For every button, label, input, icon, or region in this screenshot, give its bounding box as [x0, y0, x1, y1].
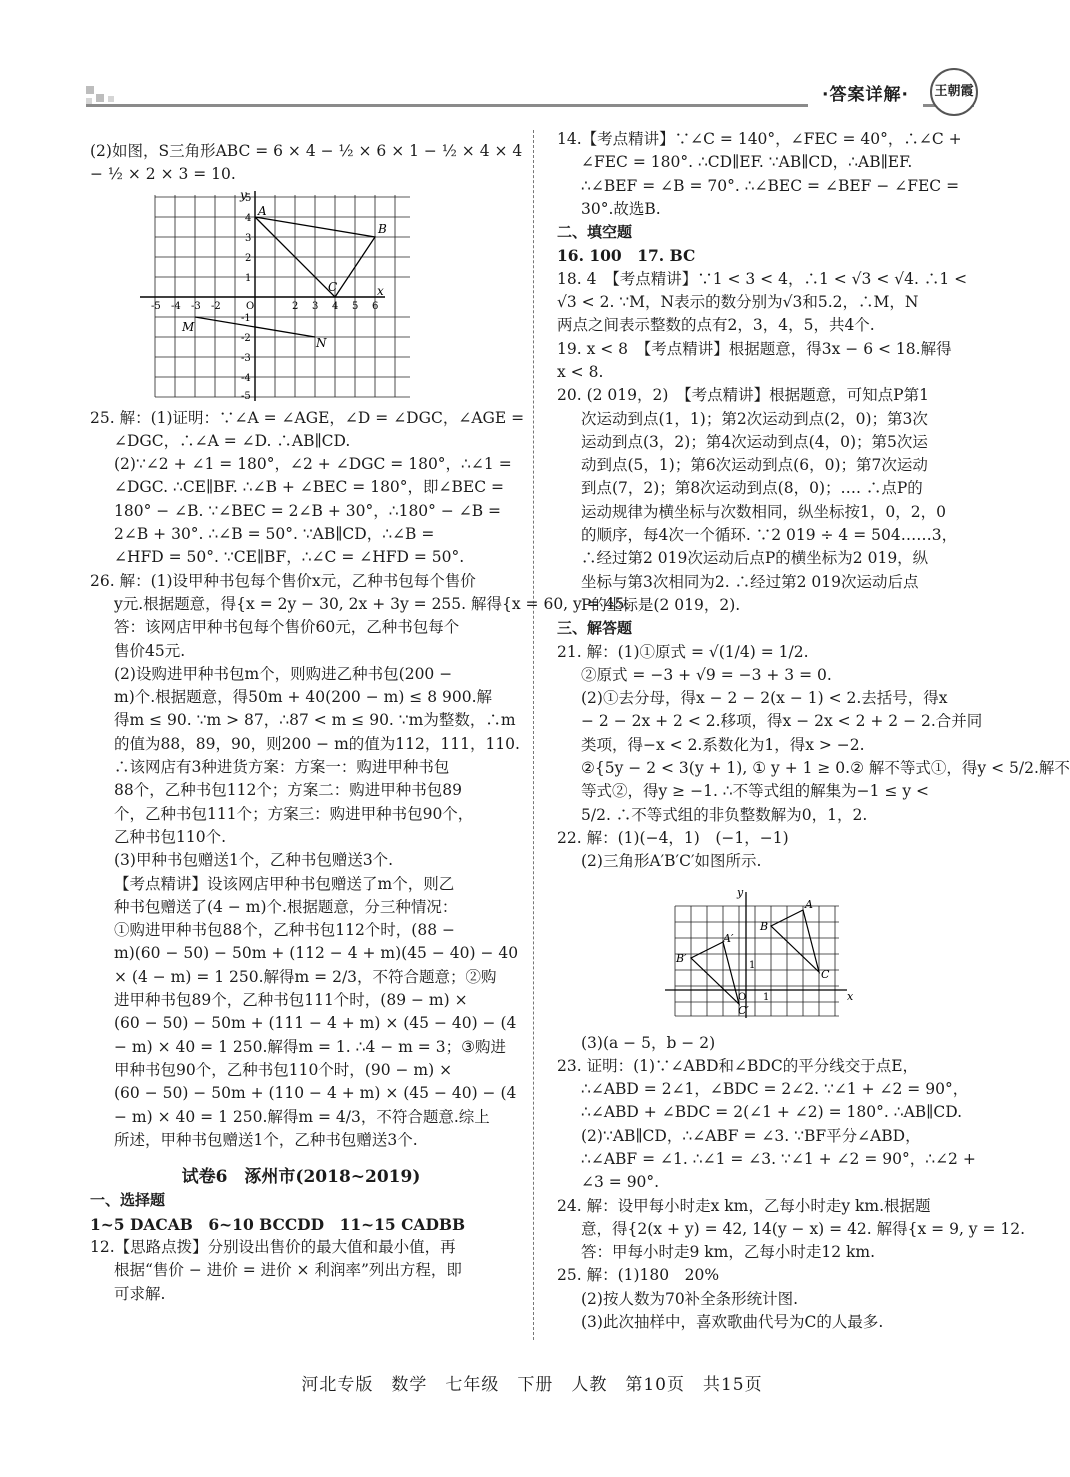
text-line: 可求解.: [114, 1284, 166, 1303]
text-line: ∠HFD = 50°. ∵CE∥BF，∴∠C = ∠HFD = 50°.: [114, 548, 465, 567]
text-line: 动到点(5，1)；第6次运动到点(6，0)；第7次运动: [581, 456, 928, 475]
text-line: 甲种书包90个，乙种书包110个时，(90 − m) ×: [114, 1060, 453, 1079]
text-line: 答：该网店甲种书包每个售价60元，乙种书包每个: [114, 618, 460, 637]
text-line: ②{5y − 2 < 3(y + 1), ① y + 1 ≥ 0.② 解不等式①，得y < 5/2.解不: [581, 759, 1070, 778]
tick-label: 1: [763, 991, 770, 1003]
text-line: 【考点精讲】设该网店甲种书包赠送了m个，则乙: [114, 874, 455, 893]
point-label: A: [805, 897, 813, 911]
axis-label: y: [737, 885, 744, 899]
text-line: 21. 解：(1)①原式 = √(1/4) = 1/2.: [557, 642, 809, 661]
text-line: (60 − 50) − 50m + (111 − 4 + m) × (45 − 40) − (4: [114, 1014, 517, 1033]
tick-label: -3: [241, 352, 251, 364]
page-footer: 河北专版 数学 七年级 下册 人教 第10页 共15页: [301, 1375, 763, 1395]
tick-label: 1: [749, 959, 756, 971]
tick-label: 3: [312, 300, 319, 312]
axis-label: x: [377, 283, 384, 298]
coordinate-figure-1: [90, 187, 390, 403]
tick-label: O: [738, 991, 747, 1003]
text-line: ∴∠ABD + ∠BDC = 2(∠1 + ∠2) = 180°. ∴AB∥CD.: [581, 1103, 962, 1122]
text-line: 个，乙种书包111个；方案三：购进甲种书包90个，: [114, 804, 474, 823]
text-line: m)个.根据题意，得50m + 40(200 − m) ≤ 8 900.解: [114, 688, 493, 707]
text-line: m)(60 − 50) − 50m + (112 − 4 + m)(45 − 40) − 40: [114, 944, 519, 963]
text-line: √3 < 2. ∵M，N表示的数分别为√3和5.2，∴M，N: [557, 293, 919, 312]
tick-label: -1: [241, 312, 251, 324]
text-line: − m) × 40 = 1 250.解得m = 1. ∴4 − m = 3；③购进: [114, 1037, 506, 1056]
point-label: B: [378, 221, 387, 236]
section-heading: 三、解答题: [557, 619, 633, 638]
text-line: ∠DGC. ∴CE∥BF. ∴∠B + ∠BEC = 180°，即∠BEC =: [114, 478, 505, 497]
right-column: [557, 128, 1070, 1334]
text-line: P的坐标是(2 019，2).: [581, 595, 741, 614]
text-line: × (4 − m) = 1 250.解得m = 2/3，不符合题意；②购: [114, 967, 497, 986]
text-line: 25. 解：(1)180 20%: [557, 1266, 720, 1285]
section-heading: 二、填空题: [557, 223, 633, 242]
header-tab: ·答案详解·: [808, 82, 923, 111]
text-line: 所述，甲种书包赠送1个，乙种书包赠送3个.: [114, 1130, 418, 1149]
text-line: 22. 解：(1)(−4，1) (−1，−1): [557, 828, 789, 847]
text-line: 坐标与第3次相同为2. ∴经过第2 019次运动后点: [581, 572, 919, 591]
tick-label: -4: [241, 372, 251, 384]
answer-key: 1~5 DACAB 6~10 BCCDD 11~15 CADBB: [90, 1214, 466, 1234]
text-line: 12.【思路点拨】分别设出售价的最大值和最小值，再: [90, 1237, 456, 1256]
point-label: C: [328, 279, 338, 294]
text-line: − m) × 40 = 1 250.解得m = 4/3，不符合题意.综上: [114, 1107, 490, 1126]
section-heading: 一、选择题: [90, 1191, 166, 1210]
point-label: B′: [676, 951, 687, 965]
text-line: − 2 − 2x + 2 < 2.移项，得x − 2x < 2 + 2 − 2.合并同: [581, 712, 983, 731]
text-line: 类项，得−x < 2.系数化为1，得x > −2.: [581, 735, 865, 754]
text-line: 14.【考点精讲】∵∠C = 140°，∠FEC = 40°，∴∠C +: [557, 130, 962, 148]
tick-label: O: [246, 300, 255, 312]
text-line: 种书包赠送了(4 − m)个.根据题意，分三种情况：: [114, 897, 458, 916]
text-line: 26. 解：(1)设甲种书包每个售价x元，乙种书包每个售价: [90, 571, 476, 590]
text-line: − ½ × 2 × 3 = 10.: [90, 165, 236, 184]
tick-label: -5: [241, 390, 251, 402]
text-line: (3)(a − 5，b − 2): [581, 1033, 716, 1052]
tick-label: 2: [292, 300, 299, 312]
text-line: ∠DGC，∴∠A = ∠D. ∴AB∥CD.: [114, 431, 351, 450]
text-line: 根据“售价 − 进价 = 进价 × 利润率”列出方程，即: [114, 1261, 462, 1280]
text-line: 的值为88，89，90，则200 − m的值为112，111，110.: [114, 734, 520, 753]
text-line: ①购进甲种书包88个，乙种书包112个时，(88 −: [114, 921, 455, 940]
tick-label: -5: [151, 300, 161, 312]
text-line: ∴该网店有3种进货方案：方案一：购进甲种书包: [114, 758, 450, 777]
text-line: 运动到点(3，2)；第4次运动到点(4，0)；第5次运: [581, 432, 928, 451]
point-label: M: [182, 319, 195, 334]
tick-label: -4: [171, 300, 181, 312]
text-line: 次运动到点(1，1)；第2次运动到点(2，0)；第3次: [581, 409, 928, 428]
tick-label: 4: [332, 300, 339, 312]
tick-label: -2: [211, 300, 221, 312]
tick-label: 6: [372, 300, 379, 312]
axis-label: x: [847, 989, 854, 1003]
text-line: ∴经过第2 019次运动后点P的横坐标为2 019，纵: [581, 549, 929, 568]
text-line: 两点之间表示整数的点有2，3，4，5，共4个.: [557, 316, 875, 335]
text-line: ∠FEC = 180°. ∴CD∥EF. ∵AB∥CD，∴AB∥EF.: [581, 153, 913, 172]
tick-label: 1: [245, 272, 252, 284]
text-line: 乙种书包110个.: [114, 827, 227, 846]
text-line: 16. 100 17. BC: [557, 246, 696, 266]
text-line: 30°.故选B.: [581, 199, 661, 218]
point-label: C′: [738, 1003, 749, 1017]
point-label: A′: [723, 931, 734, 945]
text-line: 18. 4 【考点精讲】∵1 < 3 < 4，∴1 < √3 < √4. ∴1 <: [557, 269, 968, 288]
text-line: (60 − 50) − 50m + (110 − 4 + m) × (45 − 40) − (4: [114, 1084, 517, 1103]
text-line: x < 8.: [557, 362, 604, 381]
text-line: (3)此次抽样中，喜欢歌曲代号为C的人最多.: [581, 1313, 884, 1332]
text-line: 19. x < 8 【考点精讲】根据题意，得3x − 6 < 18.解得: [557, 339, 952, 358]
text-line: (3)甲种书包赠送1个，乙种书包赠送3个.: [114, 851, 394, 870]
text-line: 88个，乙种书包112个；方案二：购进甲种书包89: [114, 781, 463, 800]
point-label: C: [821, 967, 830, 981]
text-line: 得m ≤ 90. ∵m > 87，∴87 < m ≤ 90. ∵m为整数，∴m: [114, 711, 516, 730]
text-line: (2)三角形A′B′C′如图所示.: [581, 852, 762, 871]
tick-label: -2: [241, 332, 251, 344]
tick-label: 5: [352, 300, 359, 312]
tick-label: 3: [245, 232, 252, 244]
text-line: 意，得{2(x + y) = 42, 14(y − x) = 42. 解得{x = 9, y = 12.: [581, 1219, 1026, 1238]
coordinate-figure-2: [557, 878, 977, 1028]
text-line: ∠3 = 90°.: [581, 1173, 660, 1192]
text-line: 的顺序，每4次一个循环. ∵2 019 ÷ 4 = 504……3，: [581, 526, 958, 545]
column-divider: [533, 130, 534, 1340]
text-line: ②原式 = −3 + √9 = −3 + 3 = 0.: [581, 665, 832, 684]
text-line: 20. (2 019，2) 【考点精讲】根据题意，可知点P第1: [557, 386, 929, 405]
text-line: ∴∠BEF = ∠B = 70°. ∴∠BEC = ∠BEF − ∠FEC =: [581, 176, 960, 195]
text-line: 运动规律为横坐标与次数相同，纵坐标按1，0，2，0: [581, 502, 946, 521]
point-label: A: [258, 203, 267, 218]
text-line: 25. 解：(1)证明：∵∠A = ∠AGE，∠D = ∠DGC，∠AGE =: [90, 408, 525, 427]
text-line: 2∠B + 30°. ∴∠B = 50°. ∵AB∥CD，∴∠B =: [114, 525, 435, 544]
point-label: N: [316, 335, 327, 350]
text-line: 进甲种书包89个，乙种书包111个时，(89 − m) ×: [114, 991, 468, 1010]
tick-label: 5: [245, 192, 252, 204]
logo-text: 王朝霞: [934, 84, 974, 99]
publisher-logo: [930, 68, 978, 116]
text-line: 售价45元.: [114, 641, 186, 660]
axis-label: y: [240, 187, 247, 202]
text-line: 180° − ∠B. ∵∠BEC = 2∠B + 30°，∴180° − ∠B =: [114, 501, 502, 520]
text-line: 24. 解：设甲每小时走x km，乙每小时走y km.根据题: [557, 1196, 931, 1215]
tick-label: 4: [245, 212, 252, 224]
text-line: 等式②，得y ≥ −1. ∴不等式组的解集为−1 ≤ y <: [581, 782, 930, 801]
text-line: (2)①去分母，得x − 2 − 2(x − 1) < 2.去括号，得x: [581, 689, 948, 708]
paper-title: 试卷6 涿州市(2018~2019): [181, 1167, 421, 1188]
text-line: 5/2. ∴不等式组的非负整数解为0，1，2.: [581, 805, 868, 824]
tick-label: 2: [245, 252, 252, 264]
tick-label: -3: [191, 300, 201, 312]
point-label: B: [760, 919, 769, 933]
text-line: 答：甲每小时走9 km，乙每小时走12 km.: [581, 1243, 876, 1262]
text-line: (2)设购进甲种书包m个，则购进乙种书包(200 −: [114, 664, 453, 683]
text-line: ∴∠ABD = 2∠1，∠BDC = 2∠2. ∵∠1 + ∠2 = 90°，: [581, 1080, 969, 1099]
text-line: (2)∵AB∥CD，∴∠ABF = ∠3. ∵BF平分∠ABD，: [581, 1126, 921, 1145]
text-line: (2)如图，S三角形ABC = 6 × 4 − ½ × 6 × 1 − ½ × 4 × 4: [90, 142, 523, 160]
text-line: y元.根据题意，得{x = 2y − 30, 2x + 3y = 255. 解得{x = 60, y = 45.: [114, 594, 630, 613]
text-line: (2)按人数为70补全条形统计图.: [581, 1289, 799, 1308]
text-line: ∴∠ABF = ∠1. ∴∠1 = ∠3. ∵∠1 + ∠2 = 90°，∴∠2 +: [581, 1149, 976, 1168]
text-line: (2)∵∠2 + ∠1 = 180°，∠2 + ∠DGC = 180°，∴∠1 =: [114, 455, 512, 474]
text-line: 到点(7，2)；第8次运动到点(8，0)；…. ∴点P的: [581, 479, 923, 498]
text-line: 23. 证明：(1)∵∠ABD和∠BDC的平分线交于点E，: [557, 1056, 919, 1075]
